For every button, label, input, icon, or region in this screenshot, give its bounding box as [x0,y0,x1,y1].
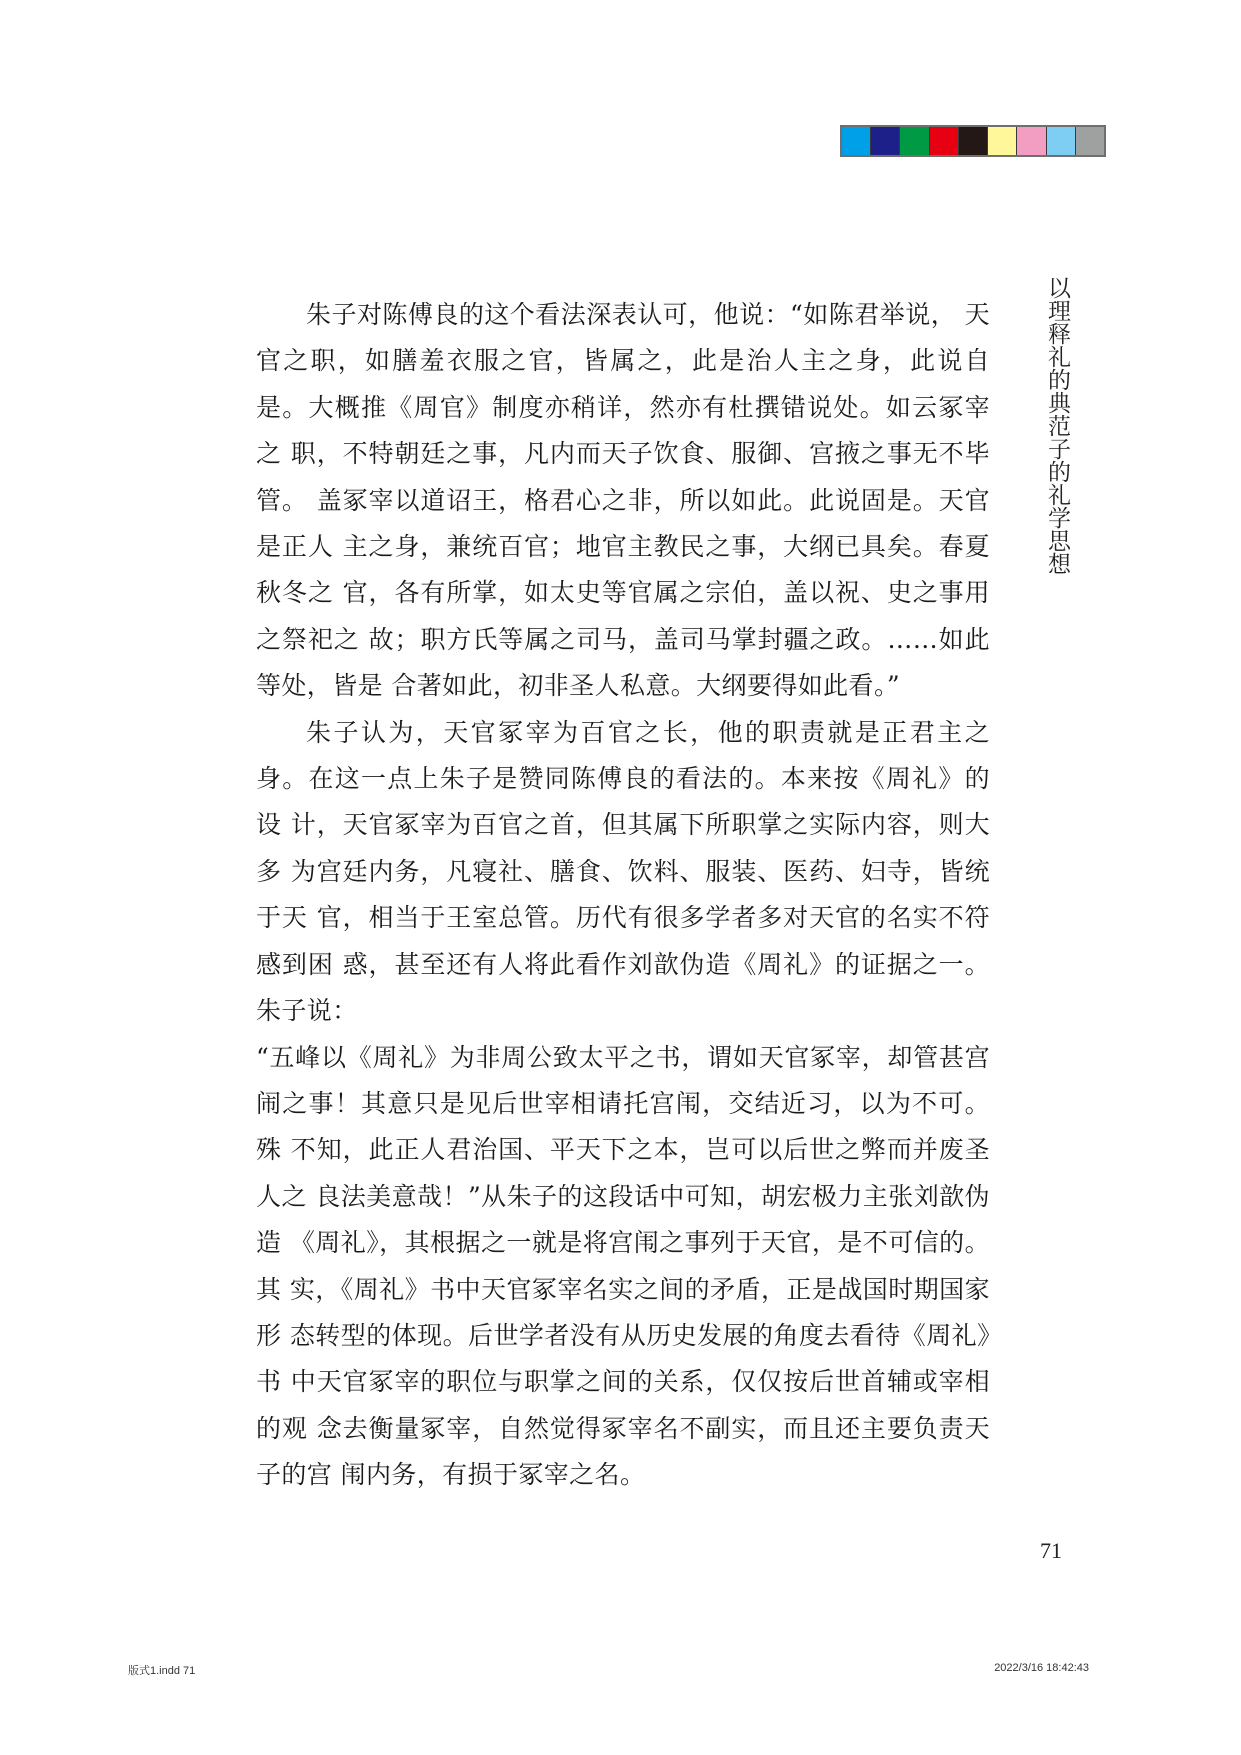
main-text [256,292,990,1499]
color-swatch-green [900,127,929,155]
paragraph: “五峰以《周礼》为非周公致太平之书，谓如天官冢宰，却管甚宫 闹之事！其意只是见后世宰相请托宫闱，交结近习，以为不可。殊 不知，此正人君治国、平天下之本，岂可以后世之弊而并废圣人之 良法美意哉！”从朱子的这段话中可知，胡宏极力主张刘歆伪造 《周礼》，其根据之一就是将宫闱之事列于天官，是不可信的。其 实，《周礼》书中天官冢宰名实之间的矛盾，正是战国时期国家形 态转型的体现。后世学者没有从历史发展的角度去看待《周礼》书 中天官冢宰的职位与职掌之间的关系，仅仅按后世首辅或宰相的观 念去衡量冢宰，自然觉得冢宰名不副实，而且还主要负责天子的宫 闱内务，有损于冢宰之名。 [256,1042,990,1490]
color-swatch-gray [1076,127,1104,155]
paragraph: 朱子认为，天官冢宰为百官之长，他的职责就是正君主之 身。在这一点上朱子是赞同陈傅良的看法的。本来按《周礼》的设 计，天官冢宰为百官之首，但其属下所职掌之实际内容，则大多 为宫廷内务，凡寝社、膳食、饮料、服装、医药、妇寺，皆统于天 官，相当于王室总管。历代有很多学者多对天官的名实不符感到困 惑，甚至还有人将此看作刘歆伪造《周礼》的证据之一。朱子说： [256,717,990,1026]
print-color-bar [840,125,1106,157]
color-swatch-blue [871,127,900,155]
page-number: 71 [1040,1538,1062,1563]
color-swatch-yellow [988,127,1017,155]
color-swatch-red [930,127,959,155]
color-swatch-pink [1017,127,1046,155]
color-swatch-black [959,127,988,155]
footer-file-name: 版式1.indd 71 [128,1665,196,1677]
color-swatch-cyan [842,127,871,155]
footer-timestamp: 2022/3/16 18:42:43 [994,1662,1089,1674]
color-swatch-light-blue [1047,127,1076,155]
paragraph: 朱子对陈傅良的这个看法深表认可，他说：“如陈君举说， 天官之职，如膳羞衣服之官，皆属之，此是治人主之身，此说自 是。大概推《周官》制度亦稍详，然亦有杜撰错说处。如云冢宰之 职，不特朝廷之事，凡内而天子饮食、服御、宫掖之事无不毕管。 盖冢宰以道诏王，格君心之非，所以如此。此说固是。天官是正人 主之身，兼统百官；地官主教民之事，大纲已具矣。春夏秋冬之 官，各有所掌，如太史等官属之宗伯，盖以祝、史之事用之祭祀之 故；职方氏等属之司马，盖司马掌封疆之政。……如此等处，皆是 合著如此，初非圣人私意。大纲要得如此看。” [256,300,990,701]
running-header-vertical: 以理释礼的典范子的礼学思想 [1044,276,1070,575]
